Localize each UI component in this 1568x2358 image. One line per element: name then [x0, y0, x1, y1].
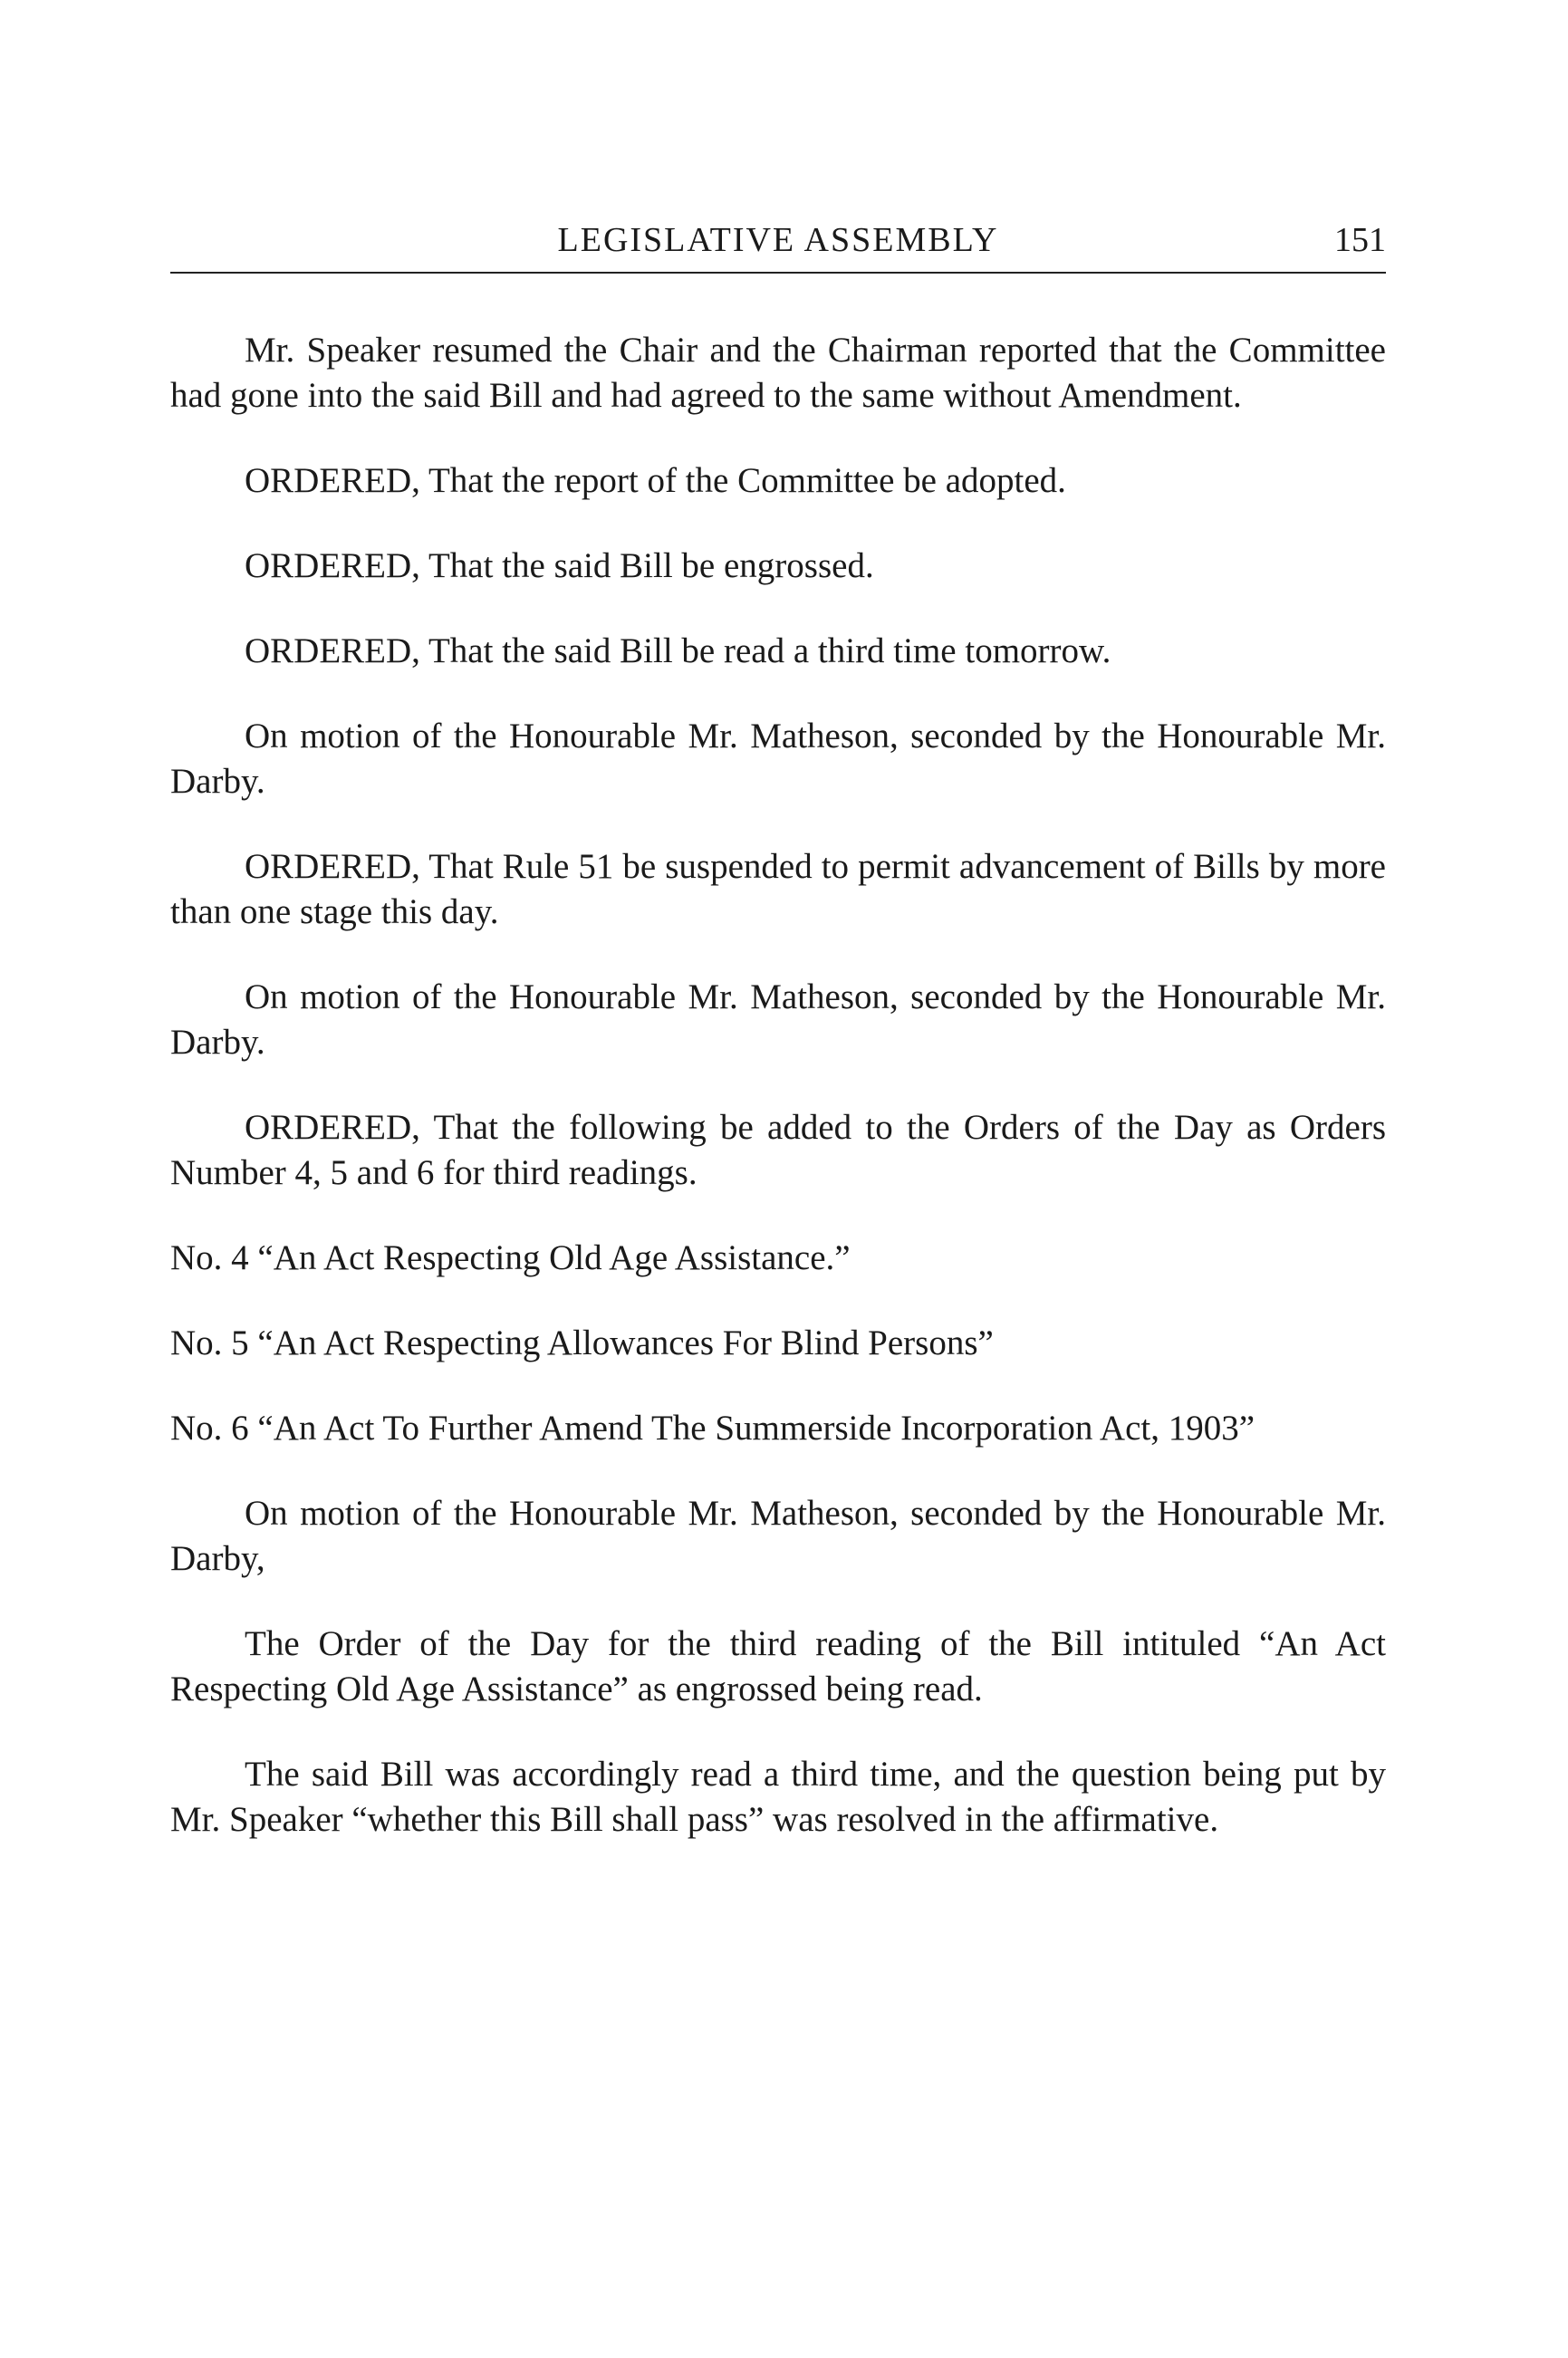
paragraph: The said Bill was accordingly read a third time, and the question being put by Mr. Speaker “whether this Bill shall pass” was resolved in the affirmative.	[170, 1755, 1386, 1839]
page-header	[170, 217, 1386, 274]
paragraph: ORDERED, That the report of the Committee be adopted.	[245, 461, 1066, 500]
paragraph: ORDERED, That the said Bill be engrossed.	[245, 546, 874, 585]
paragraph: On motion of the Honourable Mr. Matheson, seconded by the Honourable Mr. Darby,	[170, 1494, 1386, 1578]
paragraph: ORDERED, That the following be added to the Orders of the Day as Orders Number 4, 5 and 6 for third readings.	[170, 1108, 1386, 1192]
paragraph: On motion of the Honourable Mr. Matheson, seconded by the Honourable Mr. Darby.	[170, 717, 1386, 801]
paragraph: On motion of the Honourable Mr. Matheson, seconded by the Honourable Mr. Darby.	[170, 977, 1386, 1062]
order-item: No. 6 “An Act To Further Amend The Summerside Incorporation Act, 1903”	[170, 1409, 1255, 1448]
order-item: No. 5 “An Act Respecting Allowances For Blind Persons”	[170, 1323, 994, 1362]
paragraph: Mr. Speaker resumed the Chair and the Chairman reported that the Committee had gone into the said Bill and had agreed to the same without Amendment.	[170, 331, 1386, 415]
page-number: 151	[1334, 221, 1386, 259]
running-title: LEGISLATIVE ASSEMBLY	[557, 221, 999, 259]
paragraph: ORDERED, That Rule 51 be suspended to permit advancement of Bills by more than one stage this day.	[170, 847, 1386, 931]
paragraph: The Order of the Day for the third reading of the Bill intituled “An Act Respecting Old Age Assistance” as engrossed being read.	[170, 1624, 1386, 1708]
order-item: No. 4 “An Act Respecting Old Age Assistance.”	[170, 1238, 851, 1277]
document-body	[170, 328, 1386, 1882]
paragraph: ORDERED, That the said Bill be read a third time tomorrow.	[245, 631, 1111, 670]
